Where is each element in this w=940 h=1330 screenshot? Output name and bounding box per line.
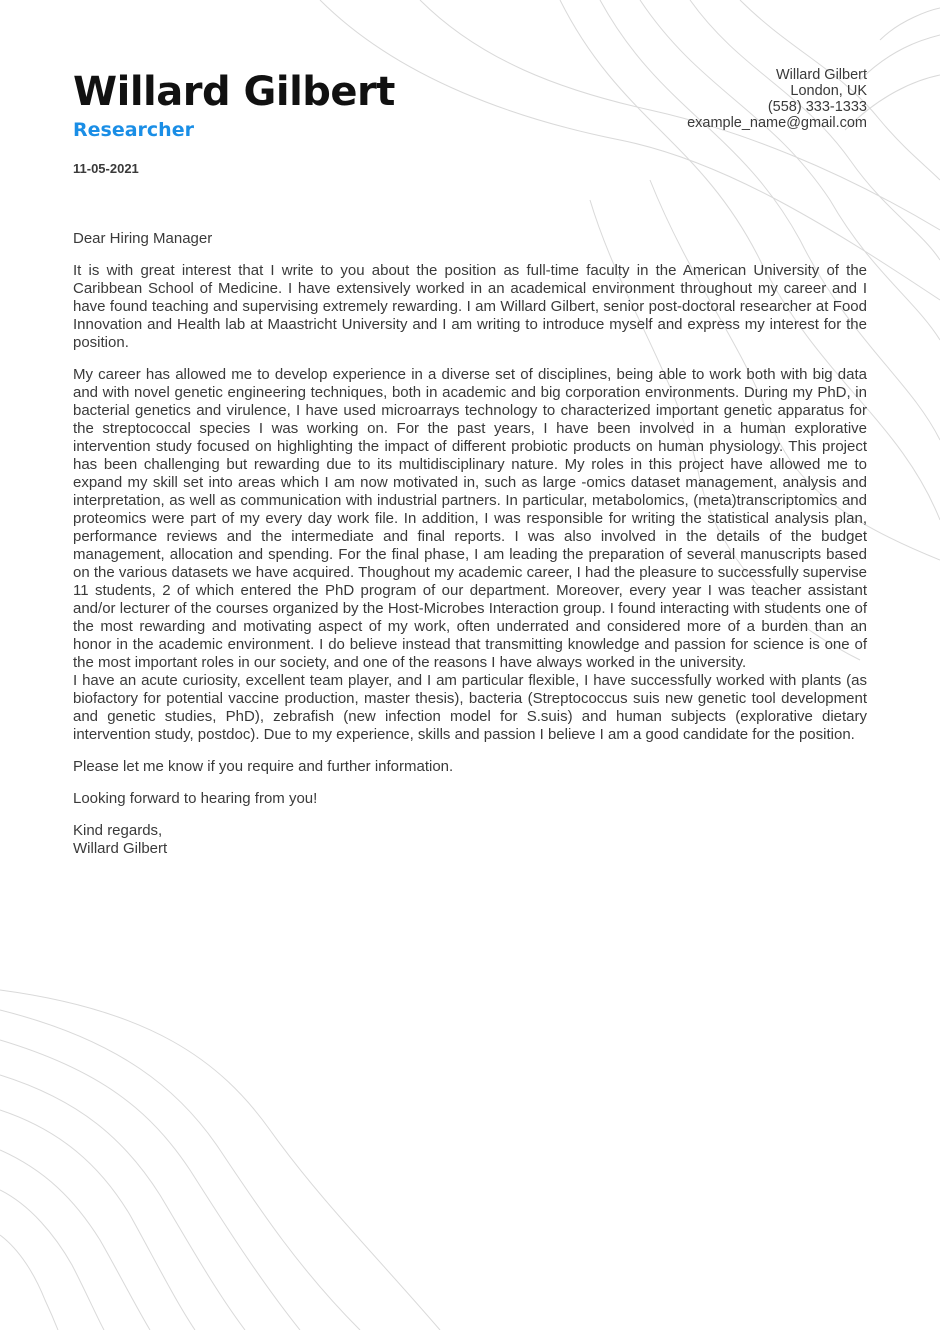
signature-block	[73, 822, 867, 858]
salutation: Dear Hiring Manager	[73, 230, 213, 247]
letter-body	[73, 230, 867, 858]
letter-paragraph-closing-line: Looking forward to hearing from you!	[73, 790, 318, 807]
contact-email: example_name@gmail.com	[687, 115, 867, 131]
job-title: Researcher	[73, 119, 194, 141]
applicant-name: Willard Gilbert	[73, 69, 395, 115]
contact-name: Willard Gilbert	[775, 67, 867, 83]
letter-paragraph-career: My career has allowed me to develop experience in a diverse set of disciplines, being able to work both with big data and with novel genetic engineering techniques, both in academic and big corporation environments. During my PhD, in bacterial genetics and virulence, I have used microarrays technology to characterized important genetic apparatus for the streptococcal species I was working on. For the past years, I have been involved in a human explorative intervention study focused on highlighting the impact of different probiotic products on human physiology. This project has been challenging but rewarding due to its multidisciplinary nature. My roles in this project have allowed me to expand my skill set into areas which I am now motivated in, such as large -omics dataset management, analysis and interpretation, as well as communication with industrial partners. In particular, metabolomics, (meta)transcriptomics and proteomics were part of my every day work file. In addition, I was responsible for writing the statistical analysis plan, performance reviews and the intermediate and final reports. I was also involved in the details of the budget management, allocation and spending. For the final phase, I am leading the preparation of several manuscripts based on the various datasets we have acquired. Thoughout my academic career, I had the pleasure to successfully supervise 11 students, 2 of which entered the PhD program of our department. Moreover, every year I was teacher assistant and/or lecturer of the courses organized by the Host-Microbes Interaction group. I found interacting with students one of the most rewarding and motivating aspect of my work, often underrated and considered more of a burden than an honor in the academic environment. I do believe instead that transmitting knowledge and passion for science is one of the most important roles in our society, and one of the reasons I have always worked in the university.	[73, 366, 867, 671]
cover-letter-page	[73, 0, 867, 1330]
letter-paragraph-intro: It is with great interest that I write to you about the position as full-time faculty in the American University of the Caribbean School of Medicine. I have extensively worked in an academical environment throughout my career and I have found teaching and supervising extremely rewarding. I am Willard Gilbert, senior post-doctoral researcher at Food Innovation and Health lab at Maastricht University and I am writing to introduce myself and express my interest for the position.	[73, 262, 867, 351]
contact-block	[687, 67, 867, 131]
letter-paragraph-skills: I have an acute curiosity, excellent team player, and I am particular flexible, I have successfully worked with plants (as biofactory for potential vaccine production, master thesis), bacteria (Streptococcus suis new genetic tool development and genetic studies, PhD), zebrafish (new infection model for S.suis) and human subjects (explorative dietary intervention study, postdoc). Due to my experience, skills and passion I believe I am a good candidate for the position.	[73, 672, 867, 743]
signature-name: Willard Gilbert	[73, 840, 168, 857]
contact-phone: (558) 333-1333	[767, 99, 867, 115]
letter-paragraph-request: Please let me know if you require and further information.	[73, 758, 454, 775]
letter-date: 11-05-2021	[73, 161, 139, 176]
closing-phrase: Kind regards,	[73, 822, 163, 839]
contact-location: London, UK	[790, 83, 867, 99]
